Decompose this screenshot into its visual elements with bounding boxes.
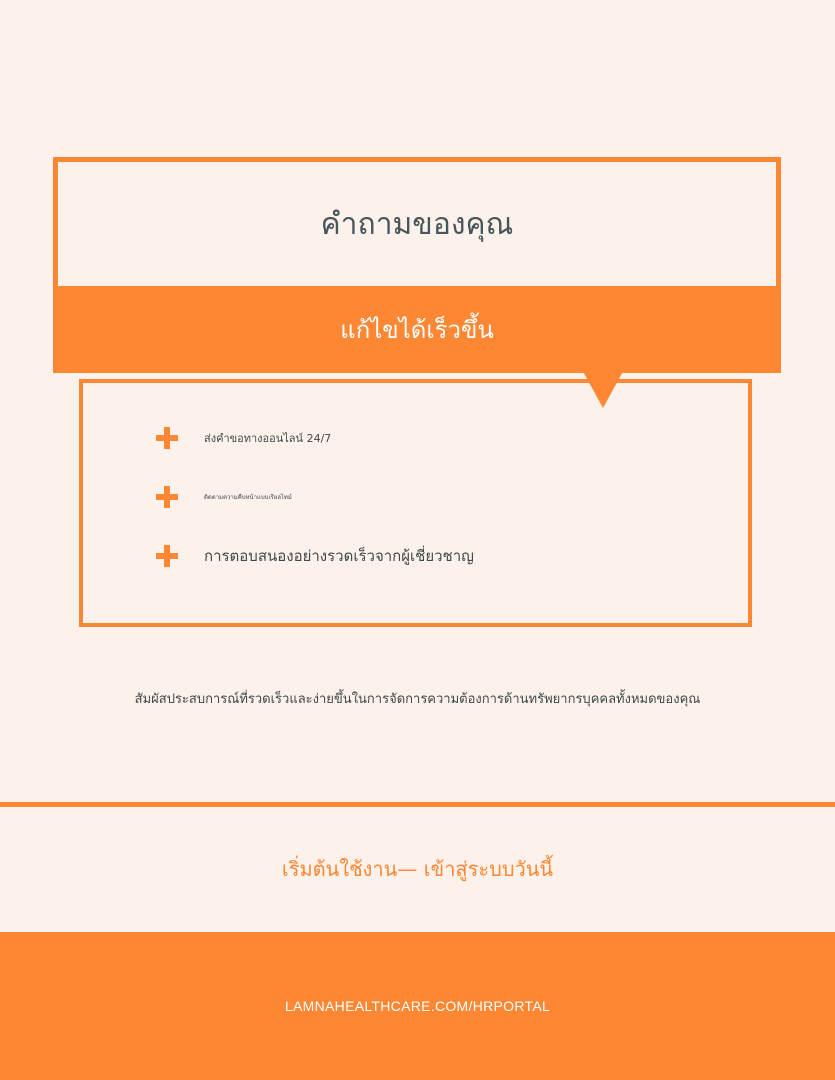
plus-icon [156,486,178,508]
feature-item [156,427,331,449]
footer-url-link[interactable]: LAMNAHEALTHCARE.COM/HRPORTAL [284,998,551,1014]
feature-text: การตอบสนองอย่างรวดเร็วจากผู้เชี่ยวชาญ [204,547,474,565]
feature-item [156,486,292,508]
speech-pointer [580,366,626,408]
feature-text: ติดตามความคืบหน้าแบบเรียลไทม์ [204,494,292,501]
tagline: สัมผัสประสบการณ์ที่รวดเร็วและง่ายขึ้นในการจัดการความต้องการด้านทรัพยากรบุคคลทั้งหมดของคุณ [134,692,701,707]
feature-text: ส่งคำขอทางออนไลน์ 24/7 [204,432,332,445]
call-to-action[interactable]: เริ่มต้นใช้งาน— เข้าสู่ระบบวันนี้ [281,857,554,881]
feature-item [156,544,474,568]
subtitle-band [53,286,781,373]
page-title: คำถามของคุณ [320,206,514,242]
footer [0,932,835,1080]
page-subtitle: แก้ไขได้เร็วขึ้น [340,316,494,344]
header-box [53,157,781,368]
plus-icon [156,427,178,449]
plus-icon [156,545,178,567]
divider [0,802,835,807]
